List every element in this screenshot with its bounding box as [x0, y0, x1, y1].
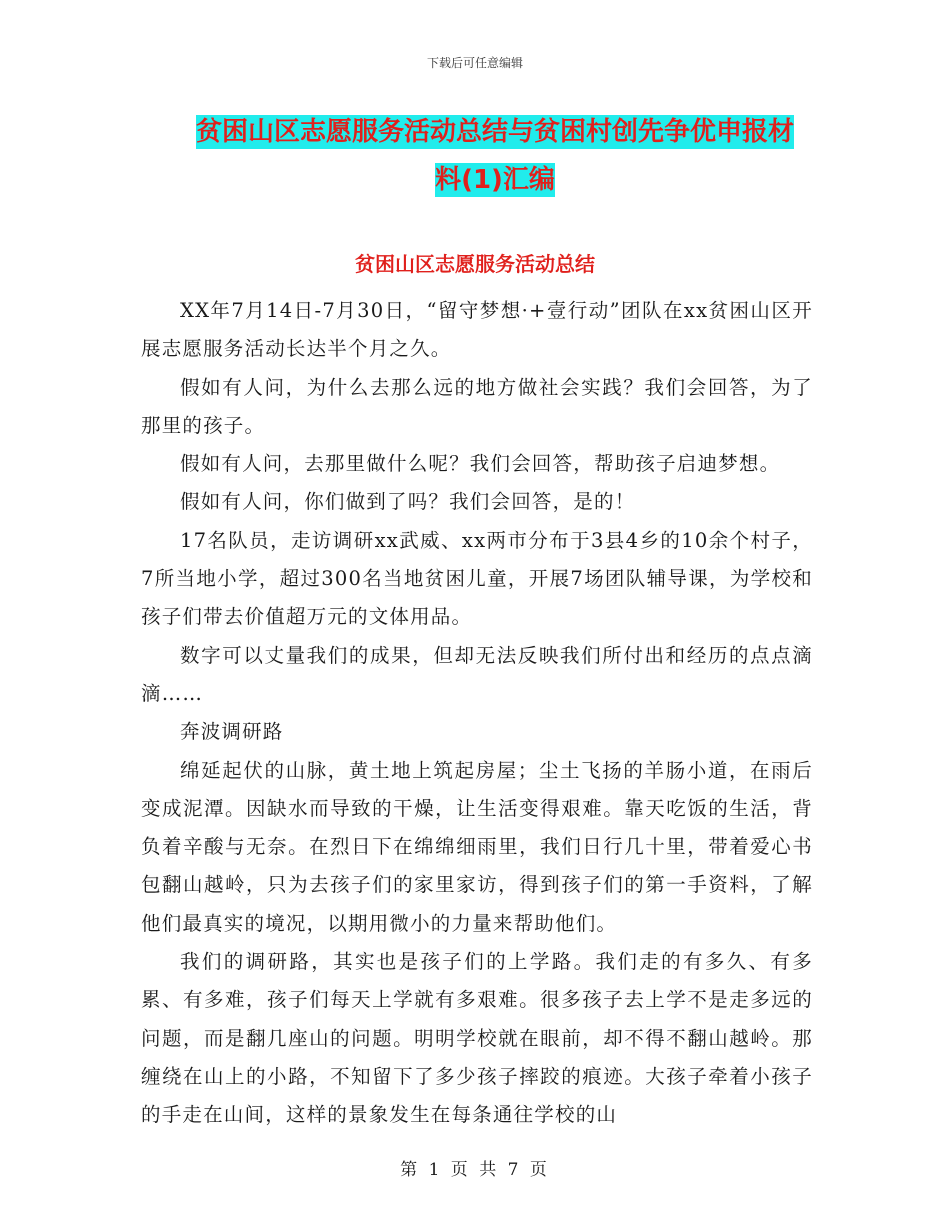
- paragraph: 数字可以丈量我们的成果，但却无法反映我们所付出和经历的点点滴滴……: [141, 643, 813, 705]
- paragraph: 假如有人问，去那里做什么呢？我们会回答，帮助孩子启迪梦想。: [180, 452, 781, 476]
- section-title: 贫困山区志愿服务活动总结: [355, 252, 595, 276]
- paragraph: 我们的调研路，其实也是孩子们的上学路。我们走的有多久、有多累、有多难，孩子们每天上学就有多艰难。很多孩子去上学不是走多远的问题，而是翻几座山的问题。明明学校就在眼前，却不得不翻山越岭。那缠绕在山上的小路，不知留下了多少孩子摔跤的痕迹。大孩子牵着小孩子的手走在山间，这样的景象发生在每条通往学校的山: [141, 950, 813, 1127]
- paragraph: 假如有人问，为什么去那么远的地方做社会实践？我们会回答，为了那里的孩子。: [141, 375, 813, 437]
- page-footer: 第 1 页 共 7 页: [400, 1160, 550, 1180]
- body-text: [141, 292, 813, 1135]
- paragraph: 假如有人问，你们做到了吗？我们会回答，是的！: [180, 490, 636, 514]
- subheading: 奔波调研路: [180, 720, 284, 744]
- document-title: [150, 108, 840, 204]
- paragraph: 17名队员，走访调研xx武威、xx两市分布于3县4乡的10余个村子，7所当地小学，超过300名当地贫困儿童，开展7场团队辅导课，为学校和孩子们带去价值超万元的文体用品。: [141, 528, 813, 629]
- header-note: 下载后可任意编辑: [426, 56, 523, 70]
- paragraph: XX年7月14日-7月30日，“留守梦想·+壹行动”团队在xx贫困山区开展志愿服务活动长达半个月之久。: [141, 299, 813, 361]
- title-line-2: 料(1)汇编: [435, 165, 555, 195]
- title-line-1: 贫困山区志愿服务活动总结与贫困村创先争优申报材: [195, 117, 794, 147]
- paragraph: 绵延起伏的山脉，黄土地上筑起房屋；尘土飞扬的羊肠小道，在雨后变成泥潭。因缺水而导致的干燥，让生活变得艰难。靠天吃饭的生活，背负着辛酸与无奈。在烈日下在绵绵细雨里，我们日行几十里，带着爱心书包翻山越岭，只为去孩子们的家里家访，得到孩子们的第一手资料，了解他们最真实的境况，以期用微小的力量来帮助他们。: [141, 758, 813, 935]
